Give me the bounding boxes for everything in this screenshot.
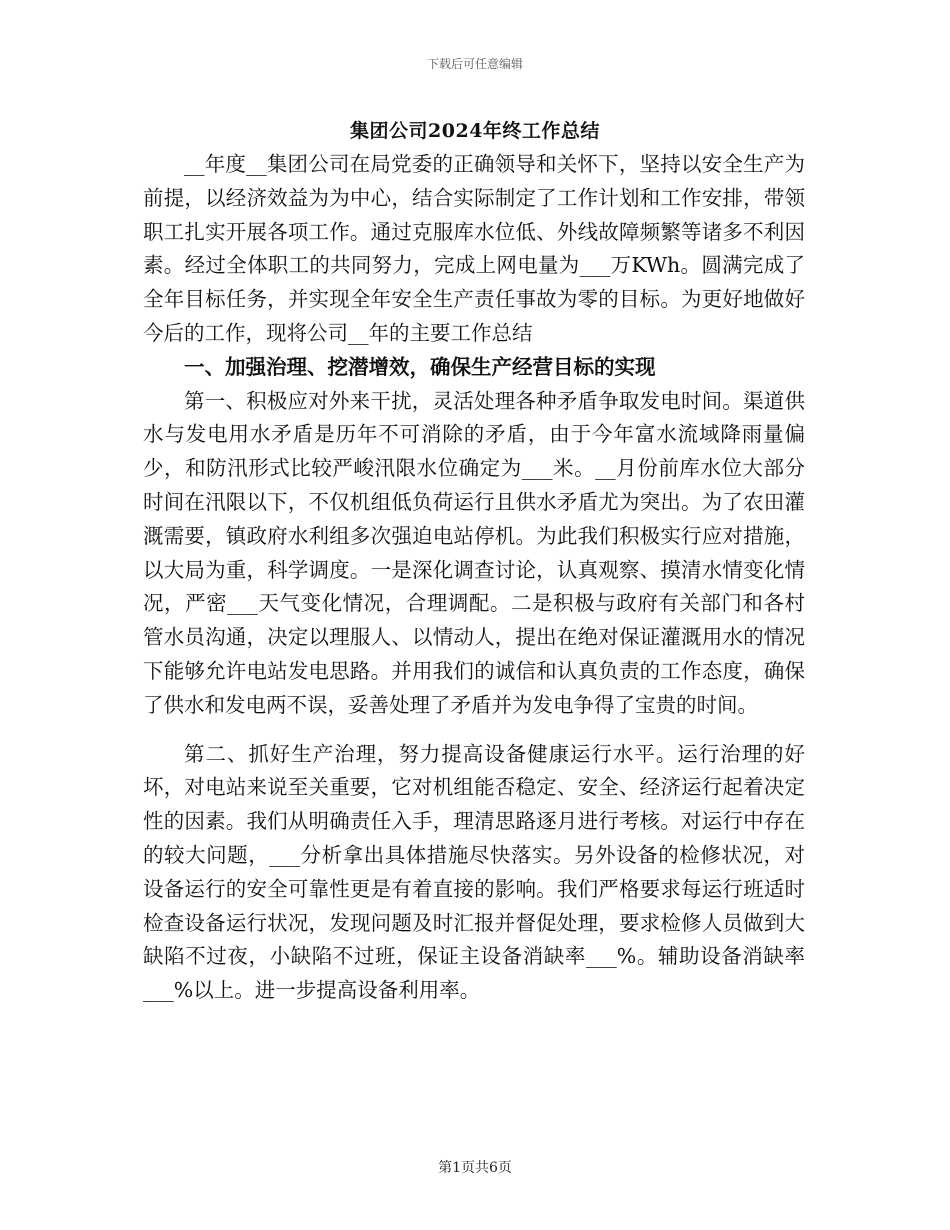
intro-paragraph: __年度__集团公司在局党委的正确领导和关怀下，坚持以安全生产为前提，以经济效益为为中心，结合实际制定了工作计划和工作安排，带领职工扎实开展各项工作。通过克服库水位低、外线故障频繁等诸多不利因素。经过全体职工的共同努力，完成上网电量为___万KWh。圆满完成了全年目标任务，并实现全年安全生产责任事故为零的目标。为更好地做好今后的工作，现将公司__年的主要工作总结: [143, 152, 805, 345]
document-body: [143, 148, 805, 1008]
section-heading: 一、加强治理、挖潜增效，确保生产经营目标的实现: [184, 354, 656, 379]
page-footer: 第1页共6页: [438, 1160, 512, 1176]
page-header: 下载后可任意编辑: [426, 57, 523, 71]
section-paragraph-2: 第二、抓好生产治理，努力提高设备健康运行水平。运行治理的好坏，对电站来说至关重要，它对机组能否稳定、安全、经济运行起着决定性的因素。我们从明确责任入手，理清思路逐月进行考核。对运行中存在的较大问题，___分析拿出具体措施尽快落实。另外设备的检修状况，对设备运行的安全可靠性更是有着直接的影响。我们严格要求每运行班适时检查设备运行状况，发现问题及时汇报并督促处理，要求检修人员做到大缺陷不过夜，小缺陷不过班，保证主设备消缺率___%。辅助设备消缺率___%以上。进一步提高设备利用率。: [143, 741, 805, 1003]
document-title: 集团公司2024年终工作总结: [350, 120, 600, 142]
section-paragraph-1: 第一、积极应对外来干扰，灵活处理各种矛盾争取发电时间。渠道供水与发电用水矛盾是历年不可消除的矛盾，由于今年富水流域降雨量偏少，和防汛形式比较严峻汛限水位确定为___米。__月份前库水位大部分时间在汛限以下，不仅机组低负荷运行且供水矛盾尤为突出。为了农田灌溉需要，镇政府水利组多次强迫电站停机。为此我们积极实行应对措施，以大局为重，科学调度。一是深化调查讨论，认真观察、摸清水情变化情况，严密___天气变化情况，合理调配。二是积极与政府有关部门和各村管水员沟通，决定以理服人、以情动人，提出在绝对保证灌溉用水的情况下能够允许电站发电思路。并用我们的诚信和认真负责的工作态度，确保了供水和发电两不误，妥善处理了矛盾并为发电争得了宝贵的时间。: [143, 388, 805, 717]
